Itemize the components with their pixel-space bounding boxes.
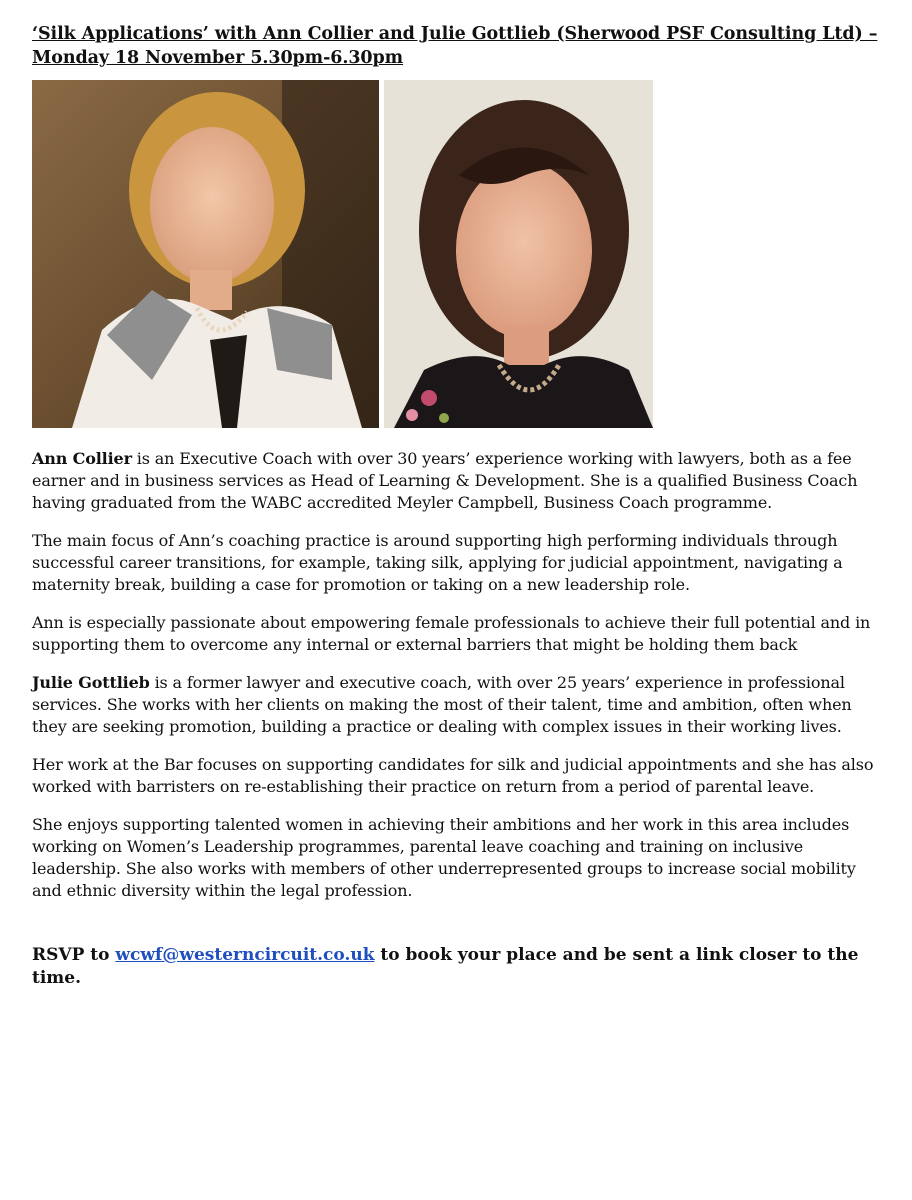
rsvp-email-link[interactable]: wcwf@westerncircuit.co.uk: [115, 945, 375, 965]
ann-focus-paragraph: The main focus of Ann’s coaching practice is around supporting high performing individuals through successful career transitions, for example, taking silk, applying for judicial appointment, navigating a maternity break, building a case for promotion or taking on a new leadership role.: [32, 531, 843, 594]
julie-bio-paragraph: [32, 672, 882, 738]
julie-bio-text: is a former lawyer and executive coach, with over 25 years’ experience in professional services. She works with her clients on making the most of their talent, time and ambition, often when they are seeking promotion, building a practice or dealing with complex issues in their working lives.: [32, 673, 852, 736]
ann-name: Ann Collier: [32, 449, 132, 468]
ann-collier-photo: [32, 80, 379, 428]
event-title: ‘Silk Applications’ with Ann Collier and Julie Gottlieb (Sherwood PSF Consulting Ltd) – Monday 18 November 5.30pm-6.30pm: [32, 24, 878, 68]
document-page: [32, 22, 882, 1007]
rsvp-line: [32, 944, 882, 990]
photo-row: [32, 80, 882, 432]
julie-bar-paragraph: Her work at the Bar focuses on supporting candidates for silk and judicial appointments and she has also worked with barristers on re-establishing their practice on return from a period of parental leave.: [32, 755, 874, 796]
julie-name: Julie Gottlieb: [32, 673, 150, 692]
julie-women-paragraph: She enjoys supporting talented women in achieving their ambitions and her work in this area includes working on Women’s Leadership programmes, parental leave coaching and training on inclusive leadership. She also works with members of other underrepresented groups to increase social mobility and ethnic diversity within the legal profession.: [32, 815, 856, 900]
julie-gottlieb-photo: [384, 80, 653, 428]
ann-bio-text: is an Executive Coach with over 30 years’ experience working with lawyers, both as a fee earner and in business services as Head of Learning & Development. She is a qualified Business Coach having graduated from the WABC accredited Meyler Campbell, Business Coach programme.: [32, 449, 858, 512]
rsvp-suffix: to book your place and be sent a link closer to the time.: [32, 945, 859, 988]
ann-passion-paragraph: Ann is especially passionate about empowering female professionals to achieve their full potential and in supporting them to overcome any internal or external barriers that might be holding them back: [32, 613, 871, 654]
rsvp-prefix: RSVP to: [32, 945, 116, 965]
ann-bio-paragraph: [32, 448, 882, 514]
